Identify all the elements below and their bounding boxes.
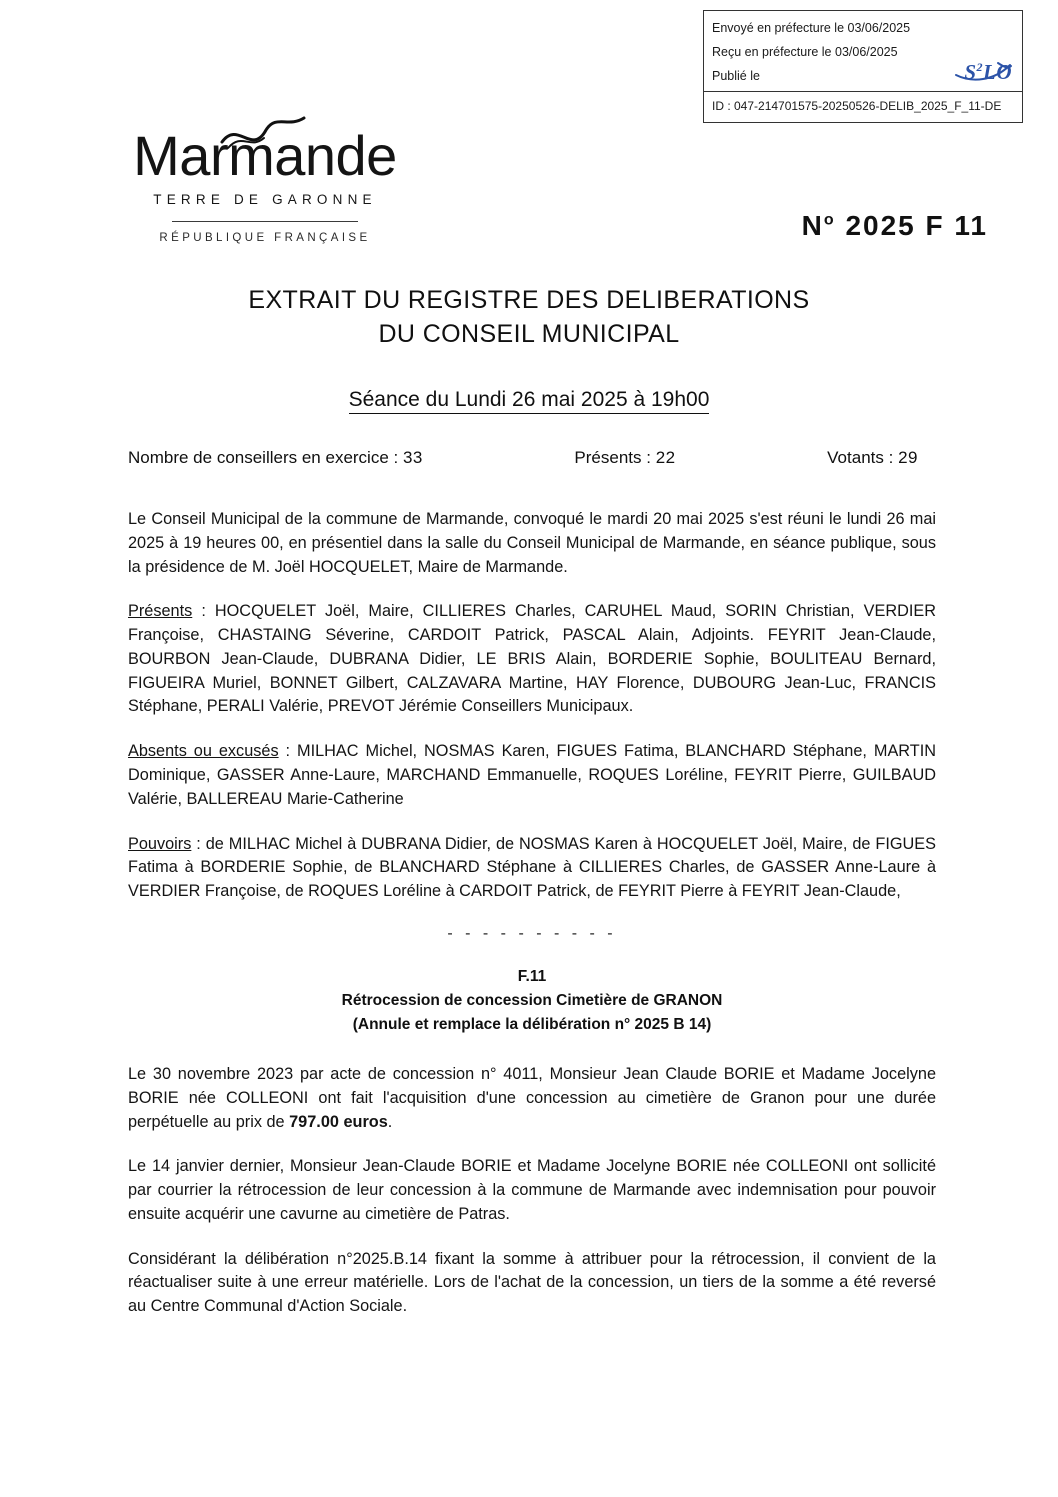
prefecture-stamp-box	[703, 10, 1023, 123]
document-number-prefix: N	[801, 210, 824, 241]
count-exercice-value: 33	[402, 448, 423, 467]
count-exercice-label: Nombre de conseillers en exercice :	[128, 448, 399, 467]
stamp-received-line: Reçu en préfecture le 03/06/2025	[712, 44, 898, 59]
presents-paragraph	[128, 600, 936, 719]
session-subtitle	[0, 388, 1058, 412]
absents-text: : MILHAC Michel, NOSMAS Karen, FIGUES Fatima, BLANCHARD Stéphane, MARTIN Dominique, GASSER Anne-Laure, MARCHAND Emmanuelle, ROQUES Loréline, FEYRIT Pierre, GUILBAUD Valérie, BALLEREAU Marie-Catherine	[128, 742, 936, 808]
document-number-value: 2025 F 11	[845, 210, 988, 241]
slo-logo-text2: LO	[983, 60, 1012, 84]
slo-logo	[964, 53, 1012, 93]
concession-amount: 797.00 euros	[289, 1112, 388, 1131]
document-number	[802, 210, 988, 242]
count-exercice	[128, 448, 423, 468]
deliberation-heading	[128, 965, 936, 1037]
garonne-river-swoosh-icon	[218, 112, 308, 158]
pouvoirs-text: : de MILHAC Michel à DUBRANA Didier, de NOSMAS Karen à HOCQUELET Joël, Maire, de FIGUES Fatima à BORDERIE Sophie, de BLANCHARD Stéphane à CILLIERES Charles, de GASSER Anne-Laure à VERDIER Françoise, de ROQUES Loréline à CARDOIT Patrick, de FEYRIT Pierre à FEYRIT Jean-Claude,	[128, 834, 936, 901]
count-votants	[827, 448, 918, 468]
para1-before: Le 30 novembre 2023 par acte de concession n° 4011, Monsieur Jean Claude BORIE et Madame Jocelyne BORIE née COLLEONI ont fait l'acquisition d'une concession au cimetière de Granon pour une durée perpétuelle au prix de	[128, 1064, 936, 1131]
republic-label: RÉPUBLIQUE FRANÇAISE	[159, 232, 371, 244]
deliberation-paragraph-1	[128, 1063, 936, 1134]
stamp-sent-line: Envoyé en préfecture le 03/06/2025	[712, 21, 911, 35]
deliberation-paragraph-2: Le 14 janvier dernier, Monsieur Jean-Claude BORIE et Madame Jocelyne BORIE née COLLEONI ont sollicité par courrier la rétrocession de leur concession à la commune de Marmande avec indemnisation pour pouvoir ensuite acquérir une cavurne au cimetière de Patras.	[128, 1157, 936, 1223]
deliberation-paragraph-3: Considérant la délibération n°2025.B.14 fixant la somme à attribuer pour la rétrocession, il convient de la réactualiser suite à une erreur matérielle. Lors de l'achat de la concession, un tiers de la somme a été reversé au Centre Communal d'Action Sociale.	[128, 1249, 936, 1316]
intro-paragraph: Le Conseil Municipal de la commune de Marmande, convoqué le mardi 20 mai 2025 s'est réuni le lundi 26 mai 2025 à 19 heures 00, en présentiel dans la salle du Conseil Municipal de Marmande, en séance publique, sous la présidence de M. Joël HOCQUELET, Maire de Marmande.	[128, 510, 936, 576]
city-logo-tagline: TERRE DE GARONNE	[153, 192, 377, 207]
page-title-line2: DU CONSEIL MUNICIPAL	[378, 320, 680, 348]
slo-logo-text: S	[964, 60, 977, 84]
absents-label: Absents ou excusés	[128, 742, 279, 761]
count-presents-label: Présents :	[574, 448, 651, 467]
session-subtitle-text: Séance du Lundi 26 mai 2025 à 19h00	[349, 388, 710, 414]
page-title	[0, 283, 1058, 351]
document-body	[128, 508, 936, 1340]
pouvoirs-label: Pouvoirs	[128, 834, 192, 853]
count-presents-value: 22	[655, 448, 676, 467]
city-logo	[100, 124, 430, 244]
deliberation-title: Rétrocession de concession Cimetière de GRANON	[341, 991, 723, 1009]
city-logo-wordmark: Marmande	[133, 124, 397, 187]
presents-label: Présents	[128, 602, 193, 621]
count-votants-value: 29	[898, 448, 918, 467]
deliberation-number: F.11	[517, 967, 547, 985]
council-counts	[128, 448, 918, 468]
count-presents	[574, 448, 675, 468]
pouvoirs-paragraph	[128, 833, 936, 904]
section-separator: - - - - - - - - - -	[447, 924, 617, 942]
stamp-published-line: Publié le	[712, 68, 760, 83]
slo-logo-sup: 2	[976, 60, 983, 74]
deliberation-subtitle: (Annule et remplace la délibération n° 2025 B 14)	[352, 1015, 712, 1033]
document-number-sup: o	[823, 211, 836, 229]
para1-after: .	[387, 1112, 393, 1131]
count-votants-label: Votants :	[827, 448, 894, 467]
stamp-id-line: ID : 047-214701575-20250526-DELIB_2025_F_11-DE	[704, 91, 1022, 118]
absents-paragraph	[128, 740, 936, 811]
presents-text: : HOCQUELET Joël, Maire, CILLIERES Charles, CARUHEL Maud, SORIN Christian, VERDIER Françoise, CHASTAING Séverine, CARDOIT Patrick, PASCAL Alain, Adjoints. FEYRIT Jean-Claude, BOURBON Jean-Claude, DUBRANA Didier, LE BRIS Alain, BORDERIE Sophie, BOULITEAU Bernard, FIGUEIRA Muriel, BONNET Gilbert, CALZAVARA Martine, HAY Florence, DUBOURG Jean-Luc, FRANCIS Stéphane, PERALI Valérie, PREVOT Jérémie Conseillers Municipaux.	[128, 602, 936, 716]
page-title-line1: EXTRAIT DU REGISTRE DES DELIBERATIONS	[248, 286, 810, 314]
logo-divider	[172, 221, 358, 222]
